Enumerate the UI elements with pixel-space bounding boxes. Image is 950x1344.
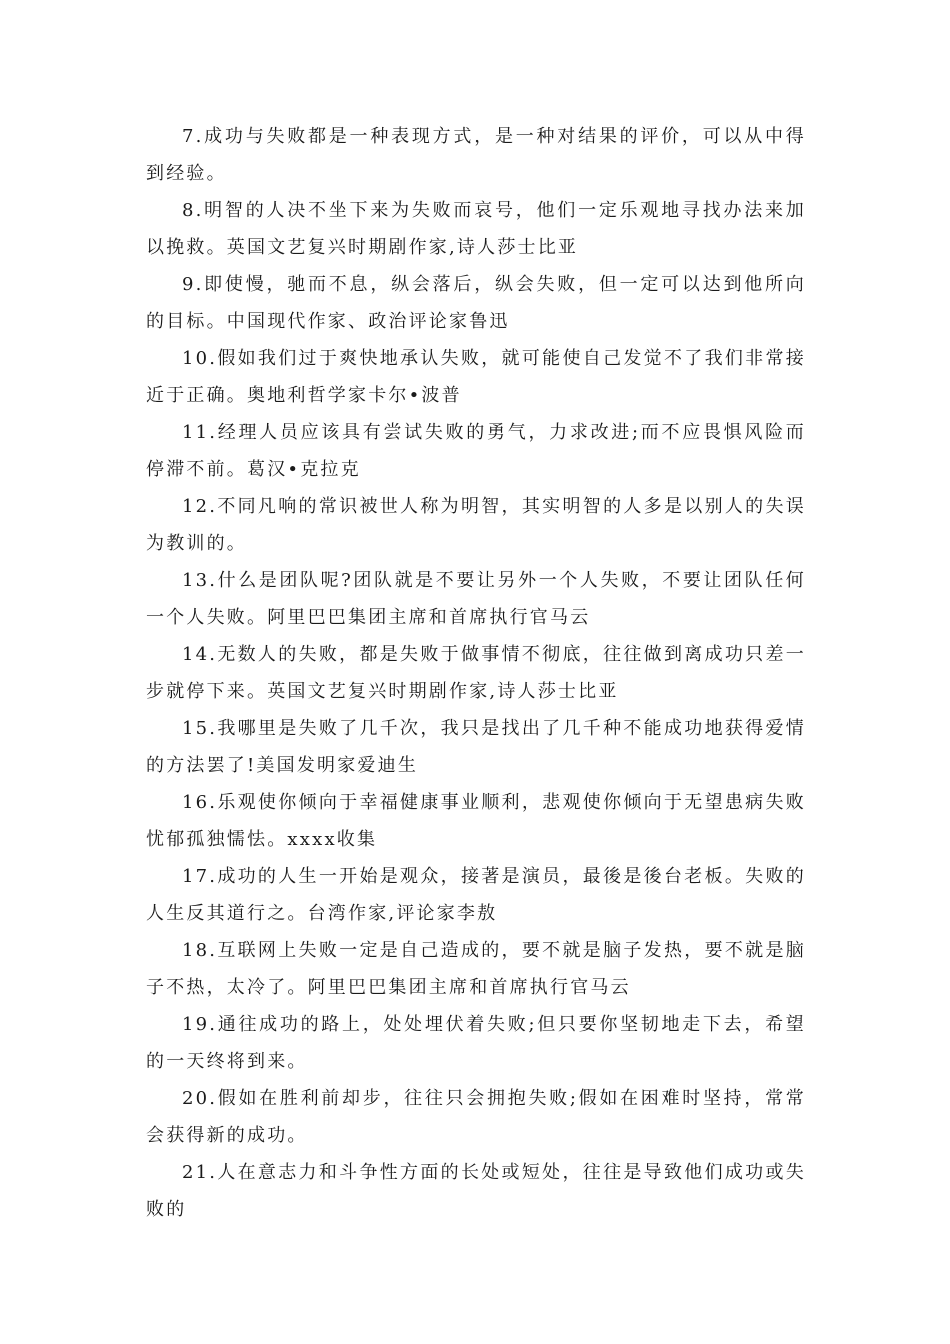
quote-paragraph-19: 19.通往成功的路上，处处埋伏着失败;但只要你坚韧地走下去，希望的一天终将到来。 xyxy=(146,1014,806,1072)
quote-paragraph-11: 11.经理人员应该具有尝试失败的勇气，力求改进;而不应畏惧风险而停滞不前。葛汉•克拉克 xyxy=(146,422,806,480)
quote-paragraph-18: 18.互联网上失败一定是自己造成的，要不就是脑子发热，要不就是脑子不热，太冷了。阿里巴巴集团主席和首席执行官马云 xyxy=(146,940,806,998)
quote-paragraph-21: 21.人在意志力和斗争性方面的长处或短处，往往是导致他们成功或失败的 xyxy=(146,1162,806,1220)
quote-paragraph-13: 13.什么是团队呢?团队就是不要让另外一个人失败，不要让团队任何一个人失败。阿里巴巴集团主席和首席执行官马云 xyxy=(146,570,806,628)
document-body xyxy=(146,118,806,1228)
quote-paragraph-7: 7.成功与失败都是一种表现方式，是一种对结果的评价，可以从中得到经验。 xyxy=(146,126,806,184)
quote-paragraph-17: 17.成功的人生一开始是观众，接著是演员，最後是後台老板。失败的人生反其道行之。台湾作家,评论家李敖 xyxy=(146,866,806,924)
quote-paragraph-15: 15.我哪里是失败了几千次，我只是找出了几千种不能成功地获得爱情的方法罢了!美国发明家爱迪生 xyxy=(146,718,806,776)
quote-paragraph-14: 14.无数人的失败，都是失败于做事情不彻底，往往做到离成功只差一步就停下来。英国文艺复兴时期剧作家,诗人莎士比亚 xyxy=(146,644,806,702)
quote-paragraph-12: 12.不同凡响的常识被世人称为明智，其实明智的人多是以别人的失误为教训的。 xyxy=(146,496,806,554)
quote-paragraph-9: 9.即使慢，驰而不息，纵会落后，纵会失败，但一定可以达到他所向的目标。中国现代作家、政治评论家鲁迅 xyxy=(146,274,806,332)
quote-paragraph-8: 8.明智的人决不坐下来为失败而哀号，他们一定乐观地寻找办法来加以挽救。英国文艺复兴时期剧作家,诗人莎士比亚 xyxy=(146,200,806,258)
quote-paragraph-10: 10.假如我们过于爽快地承认失败，就可能使自己发觉不了我们非常接近于正确。奥地利哲学家卡尔•波普 xyxy=(146,348,806,406)
quote-paragraph-20: 20.假如在胜利前却步，往往只会拥抱失败;假如在困难时坚持，常常会获得新的成功。 xyxy=(146,1088,806,1146)
quote-paragraph-16: 16.乐观使你倾向于幸福健康事业顺利，悲观使你倾向于无望患病失败忧郁孤独懦怯。xxxx收集 xyxy=(146,792,806,850)
